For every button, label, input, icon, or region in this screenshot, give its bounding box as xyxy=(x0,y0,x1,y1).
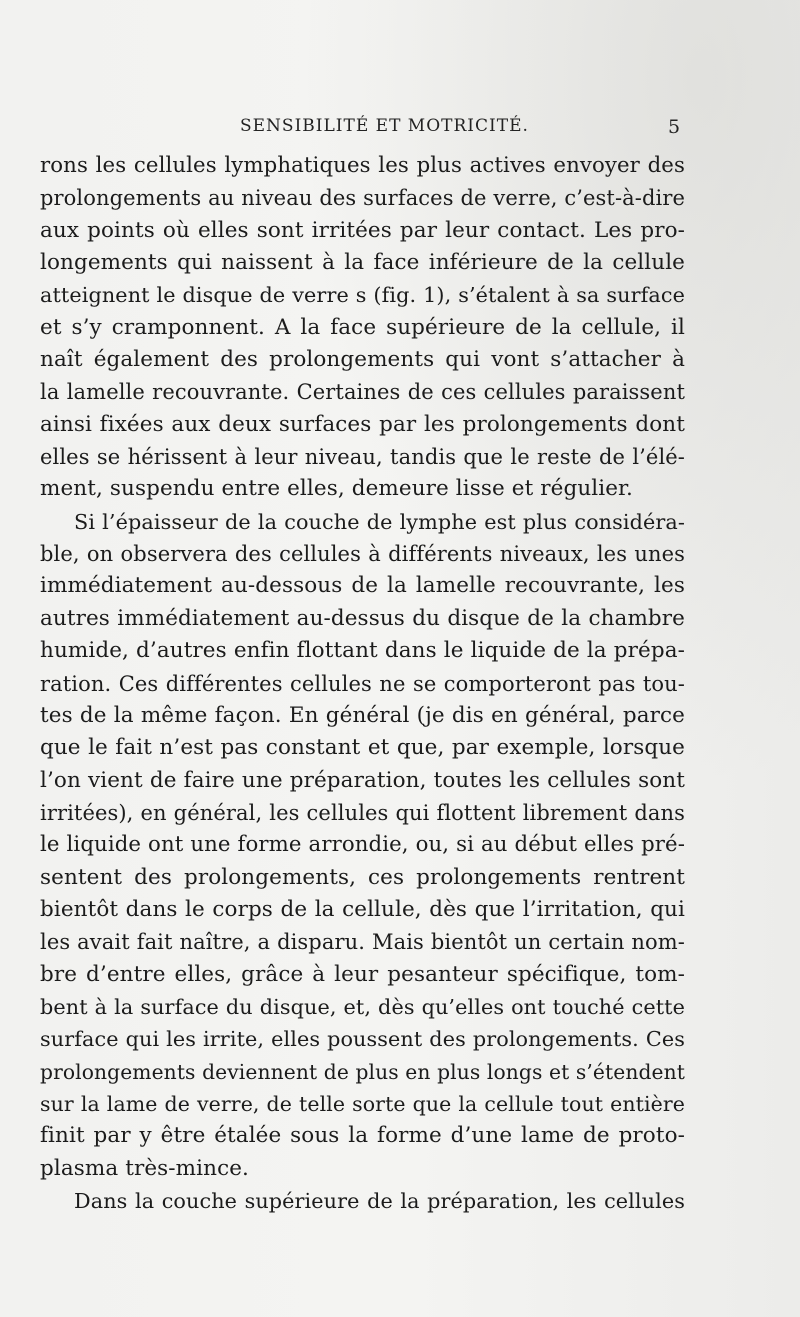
running-head: SENSIBILITÉ ET MOTRICITÉ. xyxy=(240,116,529,136)
text-line: immédiatement au-dessous de la lamelle recouvrante, les xyxy=(40,573,685,599)
text-line: et s’y cramponnent. A la face supérieure de la cellule, il xyxy=(40,314,685,340)
text-line: ainsi fixées aux deux surfaces par les prolongements dont xyxy=(40,411,685,437)
text-line: aux points où elles sont irritées par leur contact. Les pro- xyxy=(40,217,685,243)
text-line: ration. Ces différentes cellules ne se comporteront pas tou- xyxy=(40,671,685,696)
text-line: bientôt dans le corps de la cellule, dès que l’irritation, qui xyxy=(40,896,685,922)
text-line: autres immédiatement au-dessus du disque de la chambre xyxy=(40,605,685,631)
text-line: les avait fait naître, a disparu. Mais bientôt un certain nom- xyxy=(40,930,685,955)
text-line: ble, on observera des cellules à différents niveaux, les unes xyxy=(40,542,685,567)
text-line: atteignent le disque de verre s (fig. 1), s’étalent à sa surface xyxy=(40,283,685,308)
text-line: l’on vient de faire une préparation, toutes les cellules sont xyxy=(40,767,685,793)
page-number: 5 xyxy=(668,116,681,138)
text-line: naît également des prolongements qui vont s’attacher à xyxy=(40,347,685,373)
text-line: elles se hérissent à leur niveau, tandis que le reste de l’élé- xyxy=(40,445,685,470)
text-line: humide, d’autres enfin flottant dans le liquide de la prépa- xyxy=(40,638,685,664)
text-line: la lamelle recouvrante. Certaines de ces cellules paraissent xyxy=(40,380,685,405)
paragraph-start-line: Si l’épaisseur de la couche de lymphe est plus considéra- xyxy=(74,509,685,534)
text-line: prolongements au niveau des surfaces de verre, c’est-à-dire xyxy=(40,186,685,211)
text-line: surface qui les irrite, elles poussent des prolongements. Ces xyxy=(40,1027,685,1052)
body-text xyxy=(40,150,685,1217)
text-line: bre d’entre elles, grâce à leur pesanteur spécifique, tom- xyxy=(40,961,685,987)
text-line: le liquide ont une forme arrondie, ou, si au début elles pré- xyxy=(40,832,685,858)
text-line: irritées), en général, les cellules qui flottent librement dans xyxy=(40,800,685,825)
text-line: que le fait n’est pas constant et que, par exemple, lorsque xyxy=(40,735,685,761)
text-line: longements qui naissent à la face inférieure de la cellule xyxy=(40,250,685,276)
text-line: sur la lame de verre, de telle sorte que la cellule tout entière xyxy=(40,1091,685,1116)
text-line: tes de la même façon. En général (je dis en général, parce xyxy=(40,702,685,728)
paragraph-end-line: plasma très-mince. xyxy=(40,1155,249,1181)
text-line: bent à la surface du disque, et, dès qu’elles ont touché cette xyxy=(40,994,685,1019)
text-line: sentent des prolongements, ces prolongements rentrent xyxy=(40,864,685,890)
paragraph-end-line: ment, suspendu entre elles, demeure lisse et régulier. xyxy=(40,476,633,502)
text-line: finit par y être étalée sous la forme d’une lame de proto- xyxy=(40,1123,685,1149)
paragraph-start-line: Dans la couche supérieure de la préparation, les cellules xyxy=(74,1189,685,1213)
text-line: prolongements deviennent de plus en plus longs et s’étendent xyxy=(40,1059,685,1084)
text-line: rons les cellules lymphatiques les plus actives envoyer des xyxy=(40,153,685,178)
